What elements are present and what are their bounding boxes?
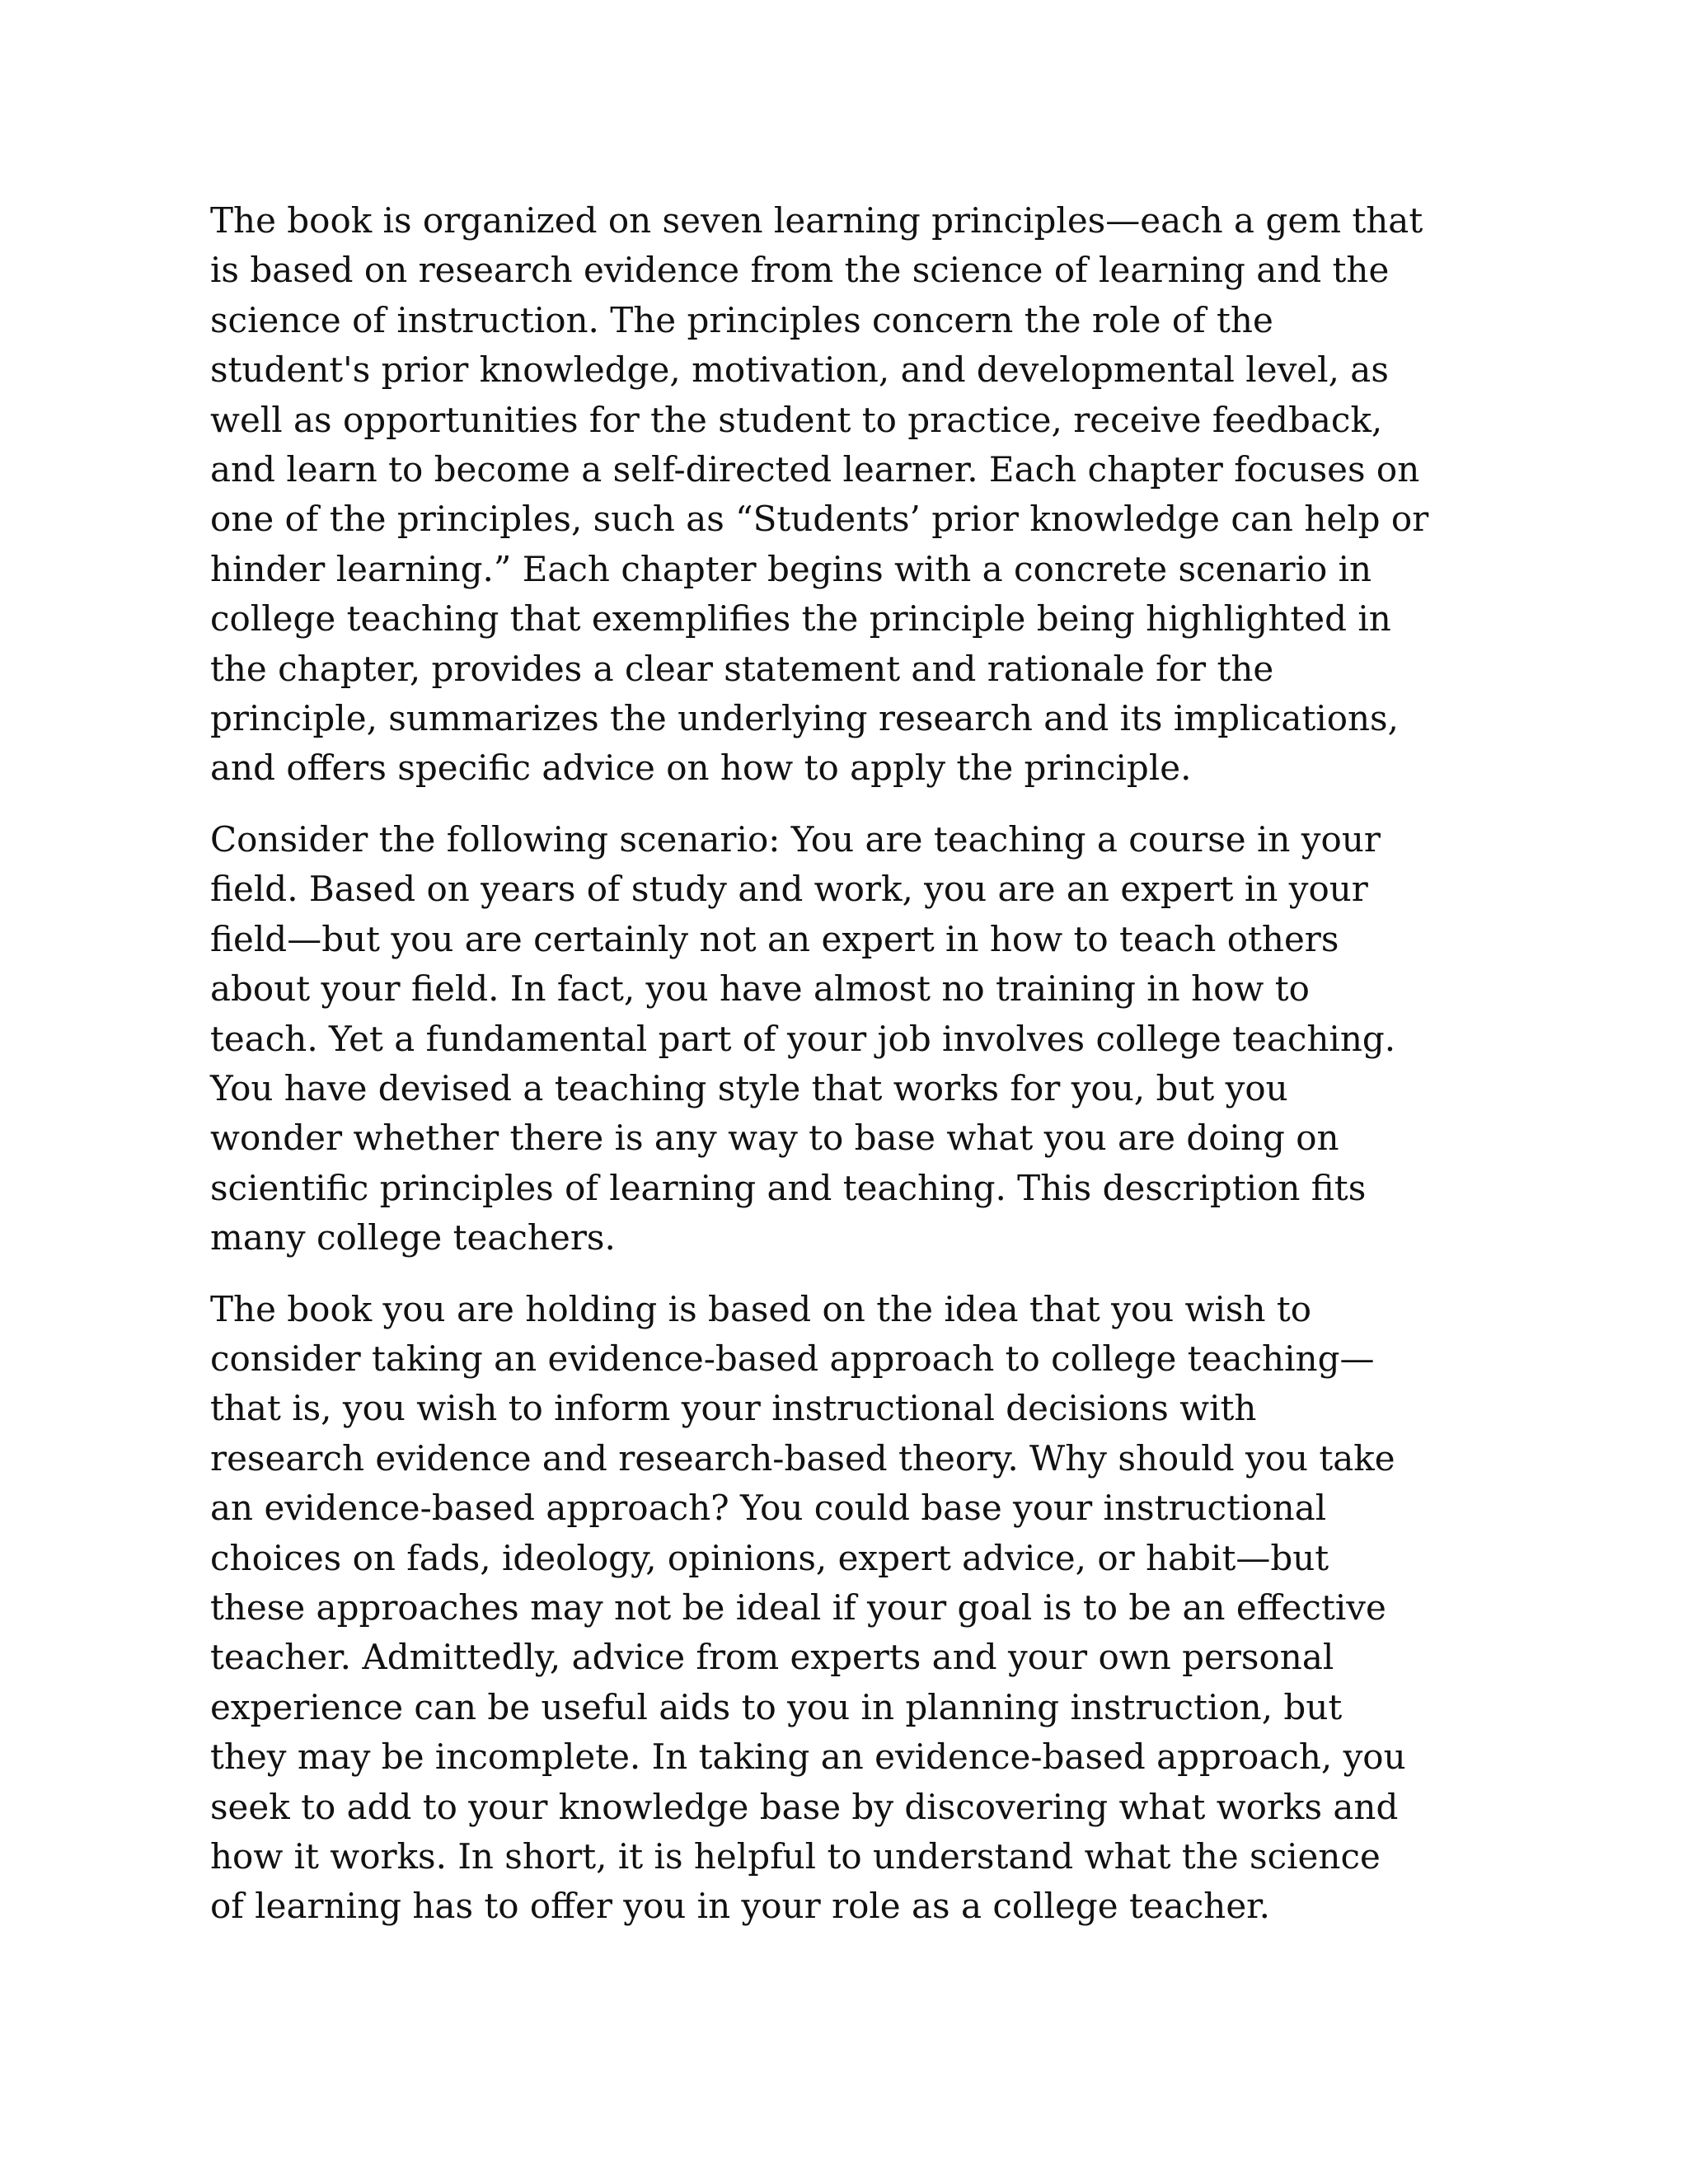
text-line: they may be incomplete. In taking an evidence-based approach, you bbox=[210, 1736, 1406, 1778]
text-line: scientific principles of learning and teaching. This description fits bbox=[210, 1167, 1367, 1208]
text-line: well as opportunities for the student to practice, receive feedback, bbox=[210, 399, 1383, 440]
text-line: choices on fads, ideology, opinions, expert advice, or habit—but bbox=[210, 1537, 1329, 1578]
text-line: an evidence-based approach? You could base your instructional bbox=[210, 1488, 1327, 1529]
text-line: The book is organized on seven learning principles—each a gem that bbox=[210, 200, 1423, 241]
text-line: of learning has to offer you in your role as a college teacher. bbox=[210, 1886, 1270, 1927]
text-line: one of the principles, such as “Students’ prior knowledge can help or bbox=[210, 499, 1429, 540]
text-line: teacher. Admittedly, advice from experts and your own personal bbox=[210, 1637, 1334, 1678]
paragraph-3 bbox=[210, 1285, 1496, 1932]
text-line: the chapter, provides a clear statement and rationale for the bbox=[210, 648, 1274, 689]
text-line: college teaching that exemplifies the principle being highlighted in bbox=[210, 598, 1391, 640]
text-line: and learn to become a self-directed learner. Each chapter focuses on bbox=[210, 449, 1420, 490]
text-line: consider taking an evidence-based approach to college teaching— bbox=[210, 1338, 1375, 1379]
text-line: The book you are holding is based on the idea that you wish to bbox=[210, 1288, 1312, 1329]
text-line: is based on research evidence from the science of learning and the bbox=[210, 250, 1390, 291]
text-line: these approaches may not be ideal if your goal is to be an effective bbox=[210, 1586, 1386, 1628]
body-text bbox=[210, 196, 1496, 1953]
text-line: seek to add to your knowledge base by discovering what works and bbox=[210, 1786, 1399, 1827]
text-line: wonder whether there is any way to base what you are doing on bbox=[210, 1118, 1339, 1159]
text-line: about your field. In fact, you have almost no training in how to bbox=[210, 968, 1310, 1010]
paragraph-1 bbox=[210, 196, 1496, 794]
text-line: field—but you are certainly not an expert in how to teach others bbox=[210, 918, 1339, 959]
text-line: field. Based on years of study and work, you are an expert in your bbox=[210, 869, 1368, 910]
text-line: that is, you wish to inform your instructional decisions with bbox=[210, 1388, 1257, 1429]
text-line: principle, summarizes the underlying research and its implications, bbox=[210, 698, 1399, 739]
text-line: Consider the following scenario: You are teaching a course in your bbox=[210, 818, 1381, 860]
text-line: science of instruction. The principles concern the role of the bbox=[210, 299, 1273, 340]
text-line: experience can be useful aids to you in planning instruction, but bbox=[210, 1686, 1343, 1727]
text-line: teach. Yet a fundamental part of your job involves college teaching. bbox=[210, 1018, 1396, 1059]
text-line: student's prior knowledge, motivation, and developmental level, as bbox=[210, 349, 1389, 391]
text-line: hinder learning.” Each chapter begins with a concrete scenario in bbox=[210, 548, 1372, 589]
paragraph-2 bbox=[210, 815, 1496, 1263]
text-line: You have devised a teaching style that works for you, but you bbox=[210, 1067, 1288, 1108]
text-line: many college teachers. bbox=[210, 1217, 616, 1258]
text-line: how it works. In short, it is helpful to understand what the science bbox=[210, 1836, 1381, 1877]
text-line: and offers specific advice on how to apply the principle. bbox=[210, 748, 1192, 789]
text-line: research evidence and research-based theory. Why should you take bbox=[210, 1437, 1395, 1479]
